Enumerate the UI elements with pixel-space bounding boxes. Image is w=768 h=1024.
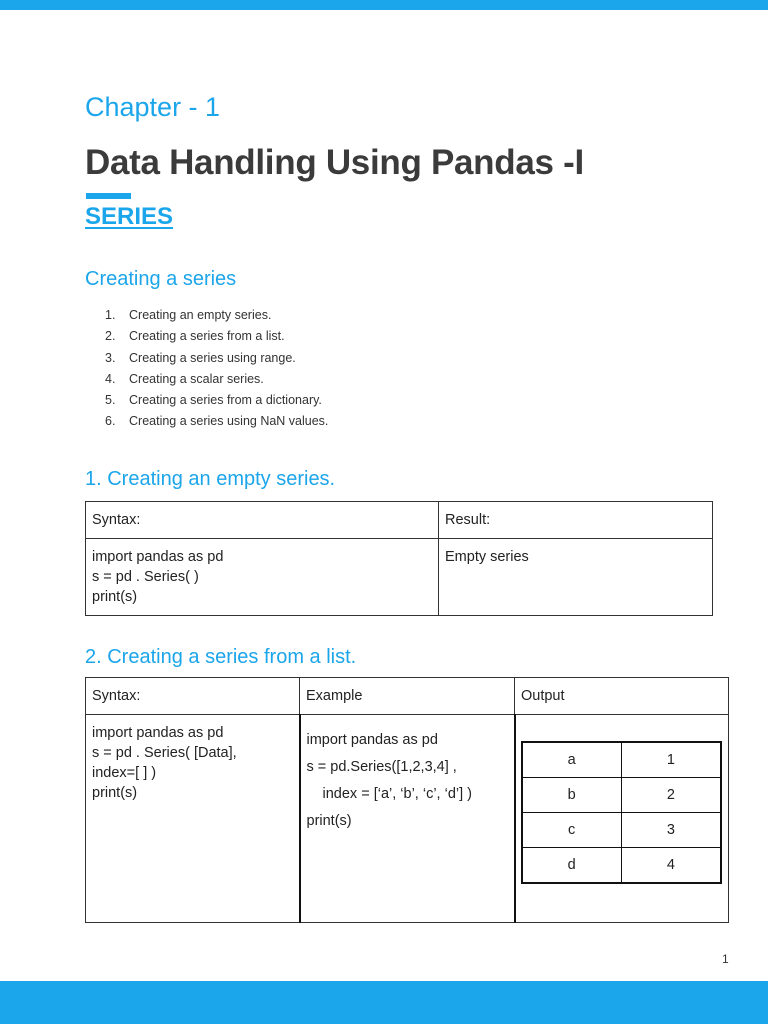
code-line: index = [‘a’, ‘b’, ‘c’, ‘d’] )	[322, 786, 472, 802]
chapter-label: Chapter - 1	[85, 92, 221, 122]
section-heading-series: SERIES	[85, 203, 174, 230]
code-line: index=[ ] )	[92, 765, 157, 781]
code-line: s = pd . Series( )	[92, 569, 199, 585]
code-line: print(s)	[92, 785, 138, 801]
page-title: Data Handling Using Pandas -I	[85, 143, 584, 182]
syntax-cell	[86, 715, 300, 923]
value-cell: 1	[621, 742, 721, 778]
table-row	[522, 813, 722, 848]
subsection-heading: Creating a series	[85, 268, 237, 290]
table-header-result: Result:	[439, 502, 713, 539]
code-line: import pandas as pd	[306, 732, 438, 748]
syntax-cell	[86, 539, 439, 616]
section2-heading: 2. Creating a series from a list.	[85, 646, 357, 668]
result-cell: Empty series	[439, 539, 713, 616]
title-underline-rule	[86, 193, 131, 199]
value-cell: 4	[621, 848, 721, 884]
toc-item: 4. Creating a scalar series.	[105, 371, 264, 386]
toc-item: 2. Creating a series from a list.	[105, 329, 285, 344]
table-header-syntax: Syntax:	[86, 502, 439, 539]
series-from-list-table	[85, 677, 729, 923]
page-number: 1	[722, 952, 729, 966]
table-header-output: Output	[515, 678, 729, 715]
output-cell	[515, 715, 729, 923]
index-cell: c	[522, 813, 622, 848]
example-cell	[300, 715, 515, 923]
code-line: import pandas as pd	[92, 549, 224, 565]
top-accent-bar	[0, 0, 768, 10]
table-row	[522, 778, 722, 813]
output-series-table	[521, 741, 723, 884]
toc-item: 3. Creating a series using range.	[105, 350, 296, 365]
empty-series-table	[85, 501, 713, 616]
index-cell: a	[522, 742, 622, 778]
code-line: s = pd . Series( [Data],	[92, 745, 237, 761]
code-line: print(s)	[92, 589, 138, 605]
code-line: print(s)	[306, 813, 352, 829]
toc-item: 5. Creating a series from a dictionary.	[105, 393, 322, 408]
code-line: import pandas as pd	[92, 725, 224, 741]
toc-item: 6. Creating a series using NaN values.	[105, 414, 329, 429]
table-row	[522, 742, 722, 778]
toc-list	[105, 306, 328, 434]
value-cell: 2	[621, 778, 721, 813]
value-cell: 3	[621, 813, 721, 848]
table-header-syntax: Syntax:	[86, 678, 300, 715]
section1-heading: 1. Creating an empty series.	[85, 468, 336, 490]
bottom-accent-bar	[0, 981, 768, 1024]
code-line: s = pd.Series([1,2,3,4] ,	[306, 759, 457, 775]
table-row	[522, 848, 722, 884]
table-header-example: Example	[300, 678, 515, 715]
toc-item: 1. Creating an empty series.	[105, 308, 272, 322]
index-cell: b	[522, 778, 622, 813]
index-cell: d	[522, 848, 622, 884]
